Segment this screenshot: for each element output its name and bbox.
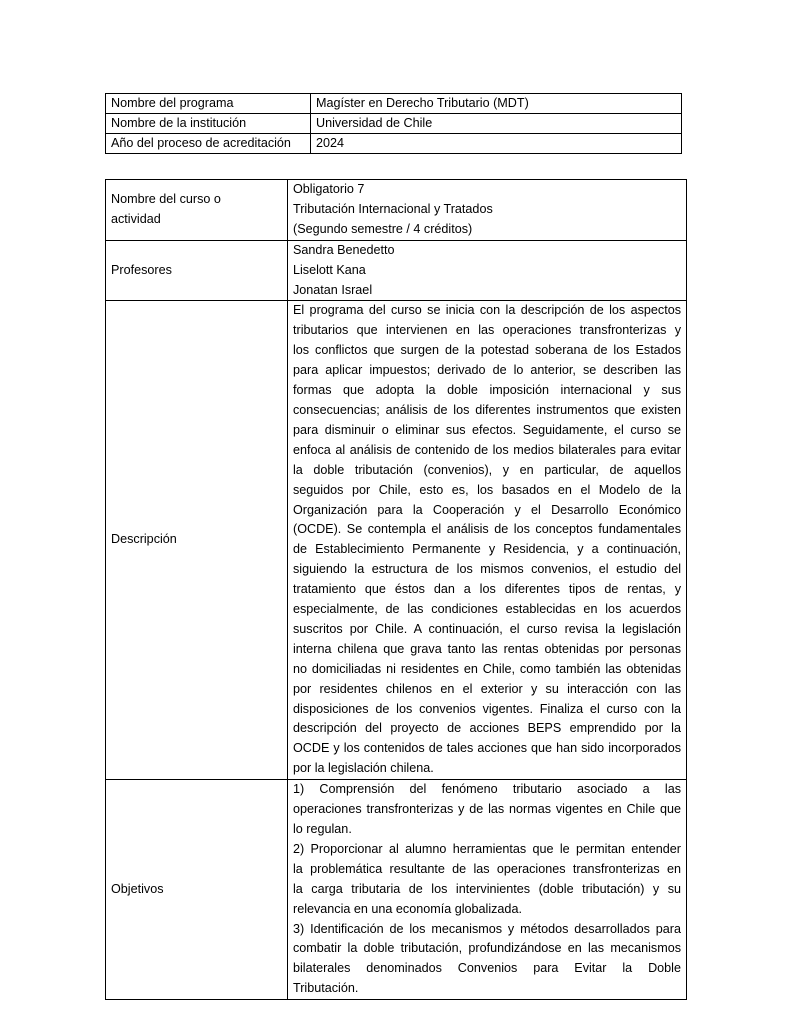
text-line: para aplicar impuestos; derivado de lo anterior, se describen las <box>293 363 681 378</box>
professors-row <box>106 240 687 301</box>
text-line: Obligatorio 7 <box>293 182 365 196</box>
table-row <box>106 114 682 134</box>
row-value: Magíster en Derecho Tributario (MDT) <box>311 94 682 114</box>
text-line: especialmente, de las condiciones establecidas en los acuerdos <box>293 602 681 617</box>
table-row <box>106 134 682 154</box>
text-line: la carga tributaria de los intervinientes (doble tributación) y su <box>293 881 681 896</box>
objectives-label: Objetivos <box>106 780 288 1000</box>
description-value <box>288 301 687 780</box>
description-label: Descripción <box>106 301 288 780</box>
text-line: disposiciones de los convenios vigentes. Finaliza el curso con la <box>293 701 681 716</box>
text-line: los conflictos que surgen de la potestad soberana de los Estados <box>293 343 681 358</box>
text-line: (OCDE). Se contempla el análisis de los conceptos fundamentales <box>293 522 681 537</box>
row-value: Universidad de Chile <box>311 114 682 134</box>
text-line: formas que adopta la doble imposición internacional y sus <box>293 383 681 398</box>
table-row <box>106 94 682 114</box>
text-line: OCDE y los contenidos de tales acciones que han sido incorporados <box>293 741 681 756</box>
text-line: para disminuir o eliminar sus efectos. Seguidamente, el curso se <box>293 422 681 437</box>
text-line: siguiendo la estructura de los mismos convenios, el estudio del <box>293 562 681 577</box>
text-line: por residentes chilenos en el exterior y su interacción con las <box>293 681 681 696</box>
text-line: suscritos por Chile. A continuación, el curso revisa la legislación <box>293 621 681 636</box>
text-line: relevancia en una economía globalizada. <box>293 901 522 916</box>
text-line: descripción del proyecto de acciones BEPS emprendido por la <box>293 721 681 736</box>
text-line: 1) Comprensión del fenómeno tributario asociado a las <box>293 782 681 797</box>
row-value: 2024 <box>311 134 682 154</box>
text-line: bilaterales denominados Convenios para Evitar la Doble <box>293 961 681 976</box>
program-info-table <box>105 93 682 154</box>
text-line: Tributación. <box>293 981 359 996</box>
text-line: interna chilena que grava tanto las rentas obtenidas por personas <box>293 641 681 656</box>
text-line: Organización para la Cooperación y el Desarrollo Económico <box>293 502 681 517</box>
description-row <box>106 301 687 780</box>
course-label: Nombre del curso o actividad <box>106 180 288 241</box>
text-line: por la legislación chilena. <box>293 761 434 776</box>
text-line: (Segundo semestre / 4 créditos) <box>293 221 473 236</box>
professors-label: Profesores <box>106 240 288 301</box>
text-line: Tributación Internacional y Tratados <box>293 201 493 216</box>
row-label: Año del proceso de acreditación <box>106 134 311 154</box>
text-line: 3) Identificación de los mecanismos y métodos desarrollados para <box>293 921 681 936</box>
professors-value <box>288 240 687 301</box>
text-line: la problemática resultante de las operaciones transfronterizas en <box>293 861 681 876</box>
text-line: Jonatan Israel <box>293 282 373 297</box>
row-label: Nombre del programa <box>106 94 311 114</box>
text-line: Liselott Kana <box>293 262 366 277</box>
course-row <box>106 180 687 241</box>
text-line: lo regulan. <box>293 822 352 836</box>
text-line: enfoca al análisis de contenido de los medios bilaterales para evitar <box>293 442 681 457</box>
text-line: consecuencias; análisis de los diferentes instrumentos que existen <box>293 402 681 417</box>
text-line: seguidos por Chile, esto es, los basados en el Modelo de la <box>293 482 681 497</box>
text-line: Sandra Benedetto <box>293 242 395 257</box>
text-line: de Establecimiento Permanente y Residencia, y a continuación, <box>293 542 681 557</box>
text-line: combatir la doble tributación, profundizándose en las mecanismos <box>293 941 681 956</box>
objectives-value <box>288 780 687 1000</box>
text-line: la doble tributación (convenios), y en particular, de aquellos <box>293 462 681 477</box>
text-line: 2) Proporcionar al alumno herramientas que le permitan entender <box>293 841 681 856</box>
text-line: tributarios que intervienen en las operaciones transfronterizas y <box>293 323 681 338</box>
objectives-row <box>106 780 687 1000</box>
text-line: no domiciliadas ni residentes en Chile, como también las obtenidas <box>293 661 681 676</box>
course-value <box>288 180 687 241</box>
row-label: Nombre de la institución <box>106 114 311 134</box>
text-line: operaciones transfronterizas y de las normas vigentes en Chile que <box>293 802 681 817</box>
text-line: tratamiento que éstos dan a los diferentes tipos de rentas, y <box>293 582 681 597</box>
course-info-table <box>105 179 687 1000</box>
text-line: El programa del curso se inicia con la descripción de los aspectos <box>293 303 681 318</box>
